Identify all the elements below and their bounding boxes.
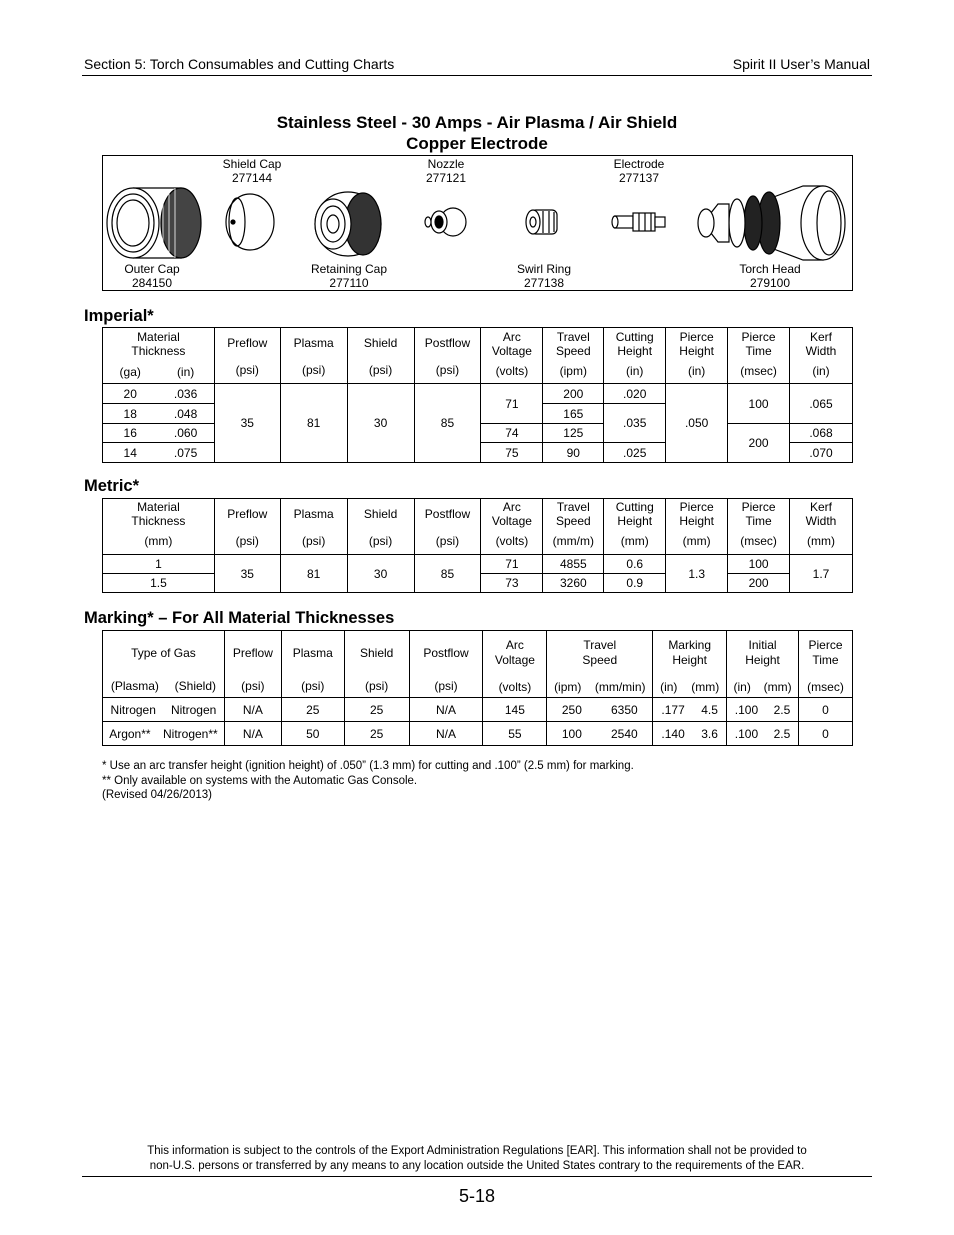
metric-postflow: 85 — [414, 555, 481, 593]
page-title: Stainless Steel - 30 Amps - Air Plasma / Air Shield — [276, 113, 678, 132]
metric-col-cutting-height: Cutting Height (mm) — [604, 499, 666, 555]
marking-preflow: N/A — [224, 722, 281, 746]
marking-pierce-time: 0 — [798, 698, 852, 722]
export-notice: This information is subject to the controls of the Export Administration Regulations [EAR]. This information shall not be provided to non-U.S. persons or transferred by any means to any location outside the United States contrary to the requirements of the EAR. — [147, 1145, 807, 1172]
part-label-shield-cap: Shield Cap 277144 — [222, 157, 282, 185]
marking-heading: Marking* – For All Material Thicknesses — [84, 609, 395, 627]
imperial-col-cutting-height: Cutting Height (in) — [604, 328, 666, 384]
marking-pierce-time: 0 — [798, 722, 852, 746]
imperial-arc: 75 — [481, 443, 543, 463]
retaining-cap-drawing — [315, 192, 381, 256]
imperial-kerf: .070 — [790, 443, 853, 463]
metric-header-row — [103, 499, 853, 555]
part-label-retaining-cap: Retaining Cap 277110 — [310, 262, 388, 290]
part-label-nozzle: Nozzle 277121 — [425, 157, 467, 185]
header-rule — [82, 75, 872, 76]
metric-plasma: 81 — [280, 555, 347, 593]
page-subtitle: Copper Electrode — [406, 134, 548, 153]
metric-col-plasma: Plasma (psi) — [280, 499, 347, 555]
marking-gas: Argon** Nitrogen** — [103, 722, 225, 746]
shield-cap-drawing — [226, 194, 274, 250]
metric-preflow: 35 — [214, 555, 280, 593]
metric-heading: Metric* — [84, 477, 140, 495]
electrode-drawing — [612, 213, 665, 231]
imperial-col-plasma: Plasma (psi) — [280, 328, 347, 384]
imperial-unit-ga: (ga) — [103, 365, 158, 384]
metric-col-preflow: Preflow (psi) — [214, 499, 280, 555]
metric-cut-height: 0.9 — [604, 574, 666, 593]
marking-col-postflow: Postflow (psi) — [409, 631, 483, 698]
part-label-swirl-ring: Swirl Ring 277138 — [516, 262, 571, 290]
metric-speed: 4855 — [543, 555, 604, 574]
parts-illustrations — [103, 156, 852, 290]
imperial-kerf: .065 — [790, 384, 853, 424]
marking-col-shield: Shield (psi) — [344, 631, 409, 698]
imperial-col-pierce-time: Pierce Time (msec) — [728, 328, 790, 384]
metric-col-pierce-time: Pierce Time (msec) — [728, 499, 790, 555]
imperial-arc: 74 — [481, 424, 543, 443]
marking-height: .140 3.6 — [653, 722, 727, 746]
marking-col-travel-speed: Travel Speed (ipm) (mm/min) — [547, 631, 653, 698]
imperial-preflow: 35 — [214, 384, 280, 463]
marking-arc: 145 — [483, 698, 547, 722]
marking-postflow: N/A — [409, 722, 483, 746]
marking-table — [102, 630, 853, 746]
table-row — [103, 555, 853, 574]
page-number: 5-18 — [458, 1186, 496, 1206]
marking-speed: 250 6350 — [547, 698, 653, 722]
table-row — [103, 698, 853, 722]
imperial-ga: 18 — [103, 404, 158, 424]
imperial-col-kerf-width: Kerf Width (in) — [790, 328, 853, 384]
imperial-in: .036 — [157, 384, 214, 404]
marking-arc: 55 — [483, 722, 547, 746]
imperial-ga: 14 — [103, 443, 158, 463]
revision-date: (Revised 04/26/2013) — [102, 789, 212, 801]
imperial-in: .075 — [157, 443, 214, 463]
marking-col-preflow: Preflow (psi) — [224, 631, 281, 698]
metric-pierce-time: 200 — [728, 574, 790, 593]
imperial-pierce-time: 100 — [728, 384, 790, 424]
footnote-arc-transfer: * Use an arc transfer height (ignition height) of .050” (1.3 mm) for cutting and .100” (2.5 mm) for marking. — [102, 760, 634, 772]
swirl-ring-drawing — [526, 210, 557, 234]
metric-col-thickness: Material Thickness (mm) — [103, 499, 215, 555]
imperial-cut-height: .025 — [604, 443, 666, 463]
metric-arc: 73 — [481, 574, 543, 593]
metric-shield: 30 — [347, 555, 414, 593]
header-manual-title: Spirit II User’s Manual — [732, 56, 870, 72]
torch-head-drawing — [698, 186, 845, 260]
metric-col-pierce-height: Pierce Height (mm) — [666, 499, 728, 555]
imperial-col-shield: Shield (psi) — [347, 328, 414, 384]
outer-cap-drawing — [107, 188, 201, 258]
consumables-diagram — [102, 155, 853, 291]
imperial-header-row — [103, 328, 853, 365]
marking-gas: Nitrogen Nitrogen — [103, 698, 225, 722]
marking-initial-height: .100 2.5 — [727, 722, 799, 746]
metric-col-kerf-width: Kerf Width (mm) — [790, 499, 853, 555]
metric-arc: 71 — [481, 555, 543, 574]
imperial-pierce-height: .050 — [666, 384, 728, 463]
table-row — [103, 384, 853, 404]
footnotes — [102, 759, 634, 803]
imperial-speed: 90 — [543, 443, 604, 463]
marking-postflow: N/A — [409, 698, 483, 722]
marking-col-arc-voltage: Arc Voltage (volts) — [483, 631, 547, 698]
marking-shield: 25 — [344, 722, 409, 746]
footer-rule — [82, 1176, 872, 1177]
metric-thickness: 1.5 — [103, 574, 215, 593]
imperial-table — [102, 327, 853, 463]
part-label-torch-head: Torch Head 279100 — [739, 262, 801, 290]
metric-col-travel-speed: Travel Speed (mm/m) — [543, 499, 604, 555]
metric-table — [102, 498, 853, 593]
imperial-ga: 20 — [103, 384, 158, 404]
marking-header-row — [103, 631, 853, 698]
imperial-arc: 71 — [481, 384, 543, 424]
imperial-kerf: .068 — [790, 424, 853, 443]
marking-col-pierce-time: Pierce Time (msec) — [798, 631, 852, 698]
imperial-cut-height: .035 — [604, 404, 666, 443]
part-label-outer-cap: Outer Cap 284150 — [124, 262, 180, 290]
marking-col-plasma: Plasma (psi) — [281, 631, 344, 698]
imperial-in: .060 — [157, 424, 214, 443]
imperial-speed: 125 — [543, 424, 604, 443]
metric-col-postflow: Postflow (psi) — [414, 499, 481, 555]
imperial-in: .048 — [157, 404, 214, 424]
imperial-col-preflow: Preflow (psi) — [214, 328, 280, 384]
imperial-speed: 165 — [543, 404, 604, 424]
marking-col-gas: Type of Gas (Plasma) (Shield) — [103, 631, 225, 698]
metric-col-arc-voltage: Arc Voltage (volts) — [481, 499, 543, 555]
metric-thickness: 1 — [103, 555, 215, 574]
marking-plasma: 25 — [281, 698, 344, 722]
metric-pierce-height: 1.3 — [666, 555, 728, 593]
imperial-heading: Imperial* — [84, 307, 154, 325]
marking-speed: 100 2540 — [547, 722, 653, 746]
marking-preflow: N/A — [224, 698, 281, 722]
imperial-col-thickness: Material Thickness — [103, 328, 215, 365]
imperial-col-postflow: Postflow (psi) — [414, 328, 481, 384]
metric-pierce-time: 100 — [728, 555, 790, 574]
imperial-col-pierce-height: Pierce Height (in) — [666, 328, 728, 384]
header-section-title: Section 5: Torch Consumables and Cutting Charts — [84, 56, 395, 72]
marking-col-marking-height: Marking Height (in) (mm) — [653, 631, 727, 698]
imperial-col-arc-voltage: Arc Voltage (volts) — [481, 328, 543, 384]
table-row — [103, 722, 853, 746]
imperial-plasma: 81 — [280, 384, 347, 463]
marking-initial-height: .100 2.5 — [727, 698, 799, 722]
marking-height: .177 4.5 — [653, 698, 727, 722]
imperial-unit-in: (in) — [157, 365, 214, 384]
metric-kerf: 1.7 — [790, 555, 853, 593]
metric-col-shield: Shield (psi) — [347, 499, 414, 555]
marking-plasma: 50 — [281, 722, 344, 746]
imperial-shield: 30 — [347, 384, 414, 463]
marking-col-initial-height: Initial Height (in) (mm) — [727, 631, 799, 698]
imperial-ga: 16 — [103, 424, 158, 443]
imperial-cut-height: .020 — [604, 384, 666, 404]
footnote-gas-console: ** Only available on systems with the Automatic Gas Console. — [102, 774, 418, 787]
imperial-postflow: 85 — [414, 384, 481, 463]
imperial-pierce-time: 200 — [728, 424, 790, 463]
nozzle-drawing — [425, 208, 466, 236]
imperial-col-travel-speed: Travel Speed (ipm) — [543, 328, 604, 384]
metric-speed: 3260 — [543, 574, 604, 593]
imperial-speed: 200 — [543, 384, 604, 404]
marking-shield: 25 — [344, 698, 409, 722]
part-label-electrode: Electrode 277137 — [613, 157, 665, 185]
metric-cut-height: 0.6 — [604, 555, 666, 574]
